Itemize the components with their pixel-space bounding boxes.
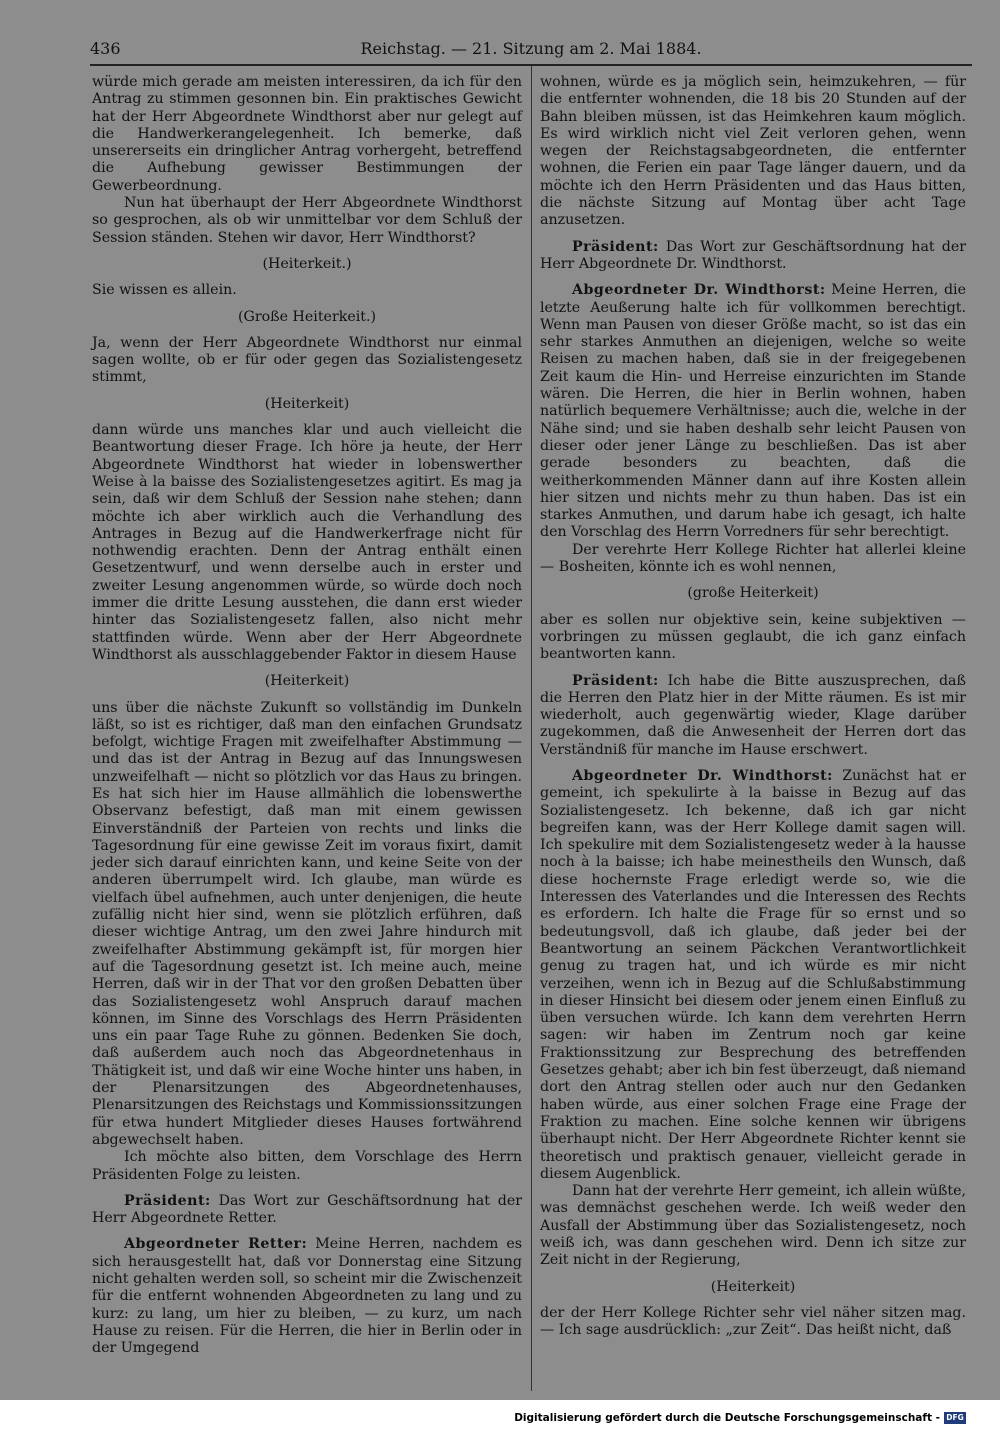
interjection: (Heiterkeit.) <box>262 255 352 272</box>
speaker-name: Abgeordneter Retter: <box>124 1236 308 1253</box>
interjection: (große Heiterkeit) <box>687 585 819 602</box>
page-header <box>90 36 972 62</box>
paragraph: Ich möchte also bitten, dem Vorschlage des Herrn Präsidenten Folge zu leisten. <box>92 1149 522 1183</box>
paragraph: dann würde uns manches klar und auch vielleicht die Beantwortung dieser Frage. Ich höre ja heute, der Herr Abgeordnete Windthorst hat wieder in lobenswerther Weise à la baisse des Sozialistengesetzes agitirt. Es mag ja sein, daß wir dem Schluß der Session nahe stehen; dann möchte ich aber wirklich auch die Verhandlung des Antrages in Bezug auf die Handwerkerfrage nicht für nothwendig erachten. Denn der Antrag enthält einen Gesetzentwurf, und wenn derselbe auch in erster und zweiter Lesung angenommen würde, so würde doch noch immer die dritte Lesung ausstehen, die dann erst wieder hinter das Sozialistengesetz fallen, also nicht mehr stattfinden würde. Wenn aber der Herr Abgeordnete Windthorst als ausschlaggebender Faktor in diesem Hause <box>92 422 522 663</box>
paragraph: Dann hat der verehrte Herr gemeint, ich allein wüßte, was demnächst geschehen werde. Ich weiß weder den Ausfall der Abstimmung über das Sozialistengesetz, noch weiß ich, was dann geschehen wird. Denn ich sitze zur Zeit nicht in der Regierung, <box>540 1183 966 1269</box>
speaker-name: Abgeordneter Dr. Windthorst: <box>572 282 826 299</box>
interjection: (Große Heiterkeit.) <box>237 308 377 325</box>
paragraph: würde mich gerade am meisten interessiren, da ich für den Antrag zu stimmen gesonnen bin. Ein praktisches Gewicht hat der Herr Abgeordnete Windthorst aber nur gelegt auf die Handwerkerangelegenheit. Ich bemerke, daß unsererseits ein dringlicher Antrag vorhergeht, betreffend die Aufhebung gewisser Bestimmungen der Gewerbeordnung. <box>92 74 522 194</box>
right-column <box>540 74 966 1339</box>
paragraph: der der Herr Kollege Richter sehr viel näher sitzen mag. — Ich sage ausdrücklich: „zur Zeit“. Das heißt nicht, daß <box>540 1304 966 1339</box>
paragraph: Ja, wenn der Herr Abgeordnete Windthorst nur einmal sagen wollte, ob er für oder gegen das Sozialistengesetz stimmt, <box>92 334 522 386</box>
speaker-paragraph: Präsident: Das Wort zur Geschäftsordnung hat der Herr Abgeordnete Dr. Windthorst. <box>540 238 966 272</box>
paragraph: Sie wissen es allein. <box>92 282 237 299</box>
interjection: (Heiterkeit) <box>264 673 350 690</box>
paragraph: uns über die nächste Zukunft so vollständig im Dunkeln läßt, so ist es richtiger, daß man den einfachen Grundsatz befolgt, wichtige Fragen mit zweifelhafter Abstimmung — und das ist der Antrag in Bezug auf das Innungswesen unzweifelhaft — nicht so plötzlich vor das Haus zu bringen. Es hat sich hier im Hause allmählich die lobenswerthe Observanz befestigt, daß man mit einem gewissen Einverständniß der Parteien von rechts und links die Tagesordnung für eine gewisse Zeit im voraus fixirt, damit jeder sich darauf einrichten kann, und keine Seite von der anderen überrumpelt wird. Ich glaube, man würde es vielfach übel aufnehmen, auch unter denjenigen, die heute zufällig nicht hier sind, wenn sie plötzlich erführen, daß dieser wichtige Antrag, um den zwei Jahre hindurch mit zweifelhafter Abstimmung gekämpft ist, für morgen hier auf die Tagesordnung gesetzt ist. Ich meine auch, meine Herren, daß wir in der That vor den großen Debatten über das Sozialistengesetz wohl Anspruch darauf machen können, im Sinne des Vorschlags des Herrn Präsidenten uns ein paar Tage Ruhe zu gönnen. Bedenken Sie doch, daß außerdem auch noch das Abgeordnetenhaus in Thätigkeit ist, und daß wir eine Woche hinter uns haben, in der Plenarsitzungen des Abgeordnetenhauses, Plenarsitzungen des Reichstags und Kommissionssitzungen für etwa hundert Mitglieder dieses Hauses fortwährend abgewechselt haben. <box>92 699 522 1148</box>
credit-text: Digitalisierung gefördert durch die Deutsche Forschungsgemeinschaft - <box>514 1412 940 1424</box>
paragraph: Der verehrte Herr Kollege Richter hat allerlei kleine — Bosheiten, könnte ich es wohl nennen, <box>540 541 966 576</box>
digitization-credit <box>514 1412 966 1424</box>
speaker-paragraph: Abgeordneter Retter: Meine Herren, nachdem es sich herausgestellt hat, daß vor Donnerstag eine Sitzung nicht gehalten werden soll, so scheint mir die Zwischenzeit für die entfernt wohnenden Abgeordneten zu lang und zu kurz: zu lang, um hier zu bleiben, — zu kurz, um nach Hause zu reisen. Für die Herren, die hier in Berlin oder in der Umgegend <box>92 1236 522 1357</box>
speaker-name: Präsident: <box>124 1192 211 1209</box>
column-divider <box>531 66 532 1391</box>
speaker-paragraph: Abgeordneter Dr. Windthorst: Meine Herren, die letzte Aeußerung halte ich für vollkommen berechtigt. Wenn man Pausen von dieser Größe macht, so ist das ein sehr starkes Anmuthen an diejenigen, welche so weite Reisen zu machen haben, daß sie in der freigegebenen Zeit kaum die Hin- und Herreise einzurichten im Stande wären. Die Herren, die hier in Berlin wohnen, haben natürlich bequemere Verhältnisse; auch die, welche in der Nähe sind; und sie haben deshalb sehr leicht Pausen von dieser oder jener Länge zu beschließen. Das ist aber gerade besonders zu beachten, daß die weitherkommenden Männer dann auf ihre Kosten allein hier sitzen und nichts mehr zu thun haben. Das ist ein starkes Anmuthen, und darum habe ich gesagt, ich halte den Vorschlag des Herrn Vorredners für sehr berechtigt. <box>540 282 966 541</box>
paragraph: aber es sollen nur objektive sein, keine subjektiven — vorbringen zu müssen geglaubt, die ich ganz einfach beantworten kann. <box>540 611 966 663</box>
interjection: (Heiterkeit) <box>264 395 350 412</box>
paragraph: Nun hat überhaupt der Herr Abgeordnete Windthorst so gesprochen, als ob wir unmittelbar vor dem Schluß der Session ständen. Stehen wir davor, Herr Windthorst? <box>92 195 522 246</box>
speaker-name: Präsident: <box>572 238 659 255</box>
running-title: Reichstag. — 21. Sitzung am 2. Mai 1884. <box>360 39 702 58</box>
speaker-paragraph: Abgeordneter Dr. Windthorst: Zunächst hat er gemeint, ich spekulirte à la baisse in Bezug auf das Sozialistengesetz. Ich bekenne, daß ich gar nicht begreifen kann, was der Herr Kollege damit sagen will. Ich spekulire mit dem Sozialistengesetz weder à la hausse noch à la baisse; ich habe meinestheils den Wunsch, daß diese hochernste Frage erledigt werde so, wie die Interessen des Vaterlandes und die Interessen des Rechts es erfordern. Ich halte die Frage für so ernst und so bedeutungsvoll, daß ich glaube, daß jeder bei der Beantwortung an seinem Päckchen Verantwortlichkeit genug zu tragen hat, und ich würde es mir nicht verzeihen, wenn ich in Bezug auf die Schlußabstimmung in dieser Hinsicht bei diesem oder jenem einen Einfluß zu üben versuchen würde. Ich kann dem verehrten Herrn sagen: wir haben im Zentrum noch gar keine Fraktionssitzung zur Besprechung des betreffenden Gesetzes gehabt; aber ich bin fest überzeugt, daß niemand dort den Antrag stellen oder auch nur den Gedanken haben würde, aus einer solchen Frage eine Frage der Fraktion zu machen. Eine solche kennen wir übrigens überhaupt nicht. Der Herr Abgeordnete Richter kennt sie theoretisch und praktisch genauer, vielleicht gerade in diesem Augenblick. <box>540 767 966 1182</box>
speaker-name: Abgeordneter Dr. Windthorst: <box>572 767 833 784</box>
speaker-name: Präsident: <box>572 672 659 689</box>
page-number: 436 <box>90 39 121 58</box>
interjection: (Heiterkeit) <box>710 1278 796 1295</box>
dfg-logo-icon: DFG <box>944 1412 966 1424</box>
left-column <box>92 74 522 1357</box>
speaker-paragraph: Präsident: Ich habe die Bitte auszusprechen, daß die Herren den Platz hier in der Mitte räumen. Es ist mir wiederholt, auch gegenwärtig wieder, Klage darüber zugekommen, daß die Anwesenheit der Herren dort das Verständniß für manche im Hause erschwert. <box>540 672 966 758</box>
paragraph: wohnen, würde es ja möglich sein, heimzukehren, — für die entfernter wohnenden, die 18 bis 20 Stunden auf der Bahn bleiben müssen, ist das Heimkehren kaum möglich. Es wird wirklich nicht viel Zeit verloren gehen, wenn wegen der Reichstagsabgeordneten, die entfernter wohnen, die Ferien ein paar Tage länger dauern, und da möchte ich den Herrn Präsidenten und das Haus bitten, die nächste Sitzung auf Montag über acht Tage anzusetzen. <box>540 74 966 229</box>
speaker-paragraph: Präsident: Das Wort zur Geschäftsordnung hat der Herr Abgeordnete Retter. <box>92 1192 522 1227</box>
